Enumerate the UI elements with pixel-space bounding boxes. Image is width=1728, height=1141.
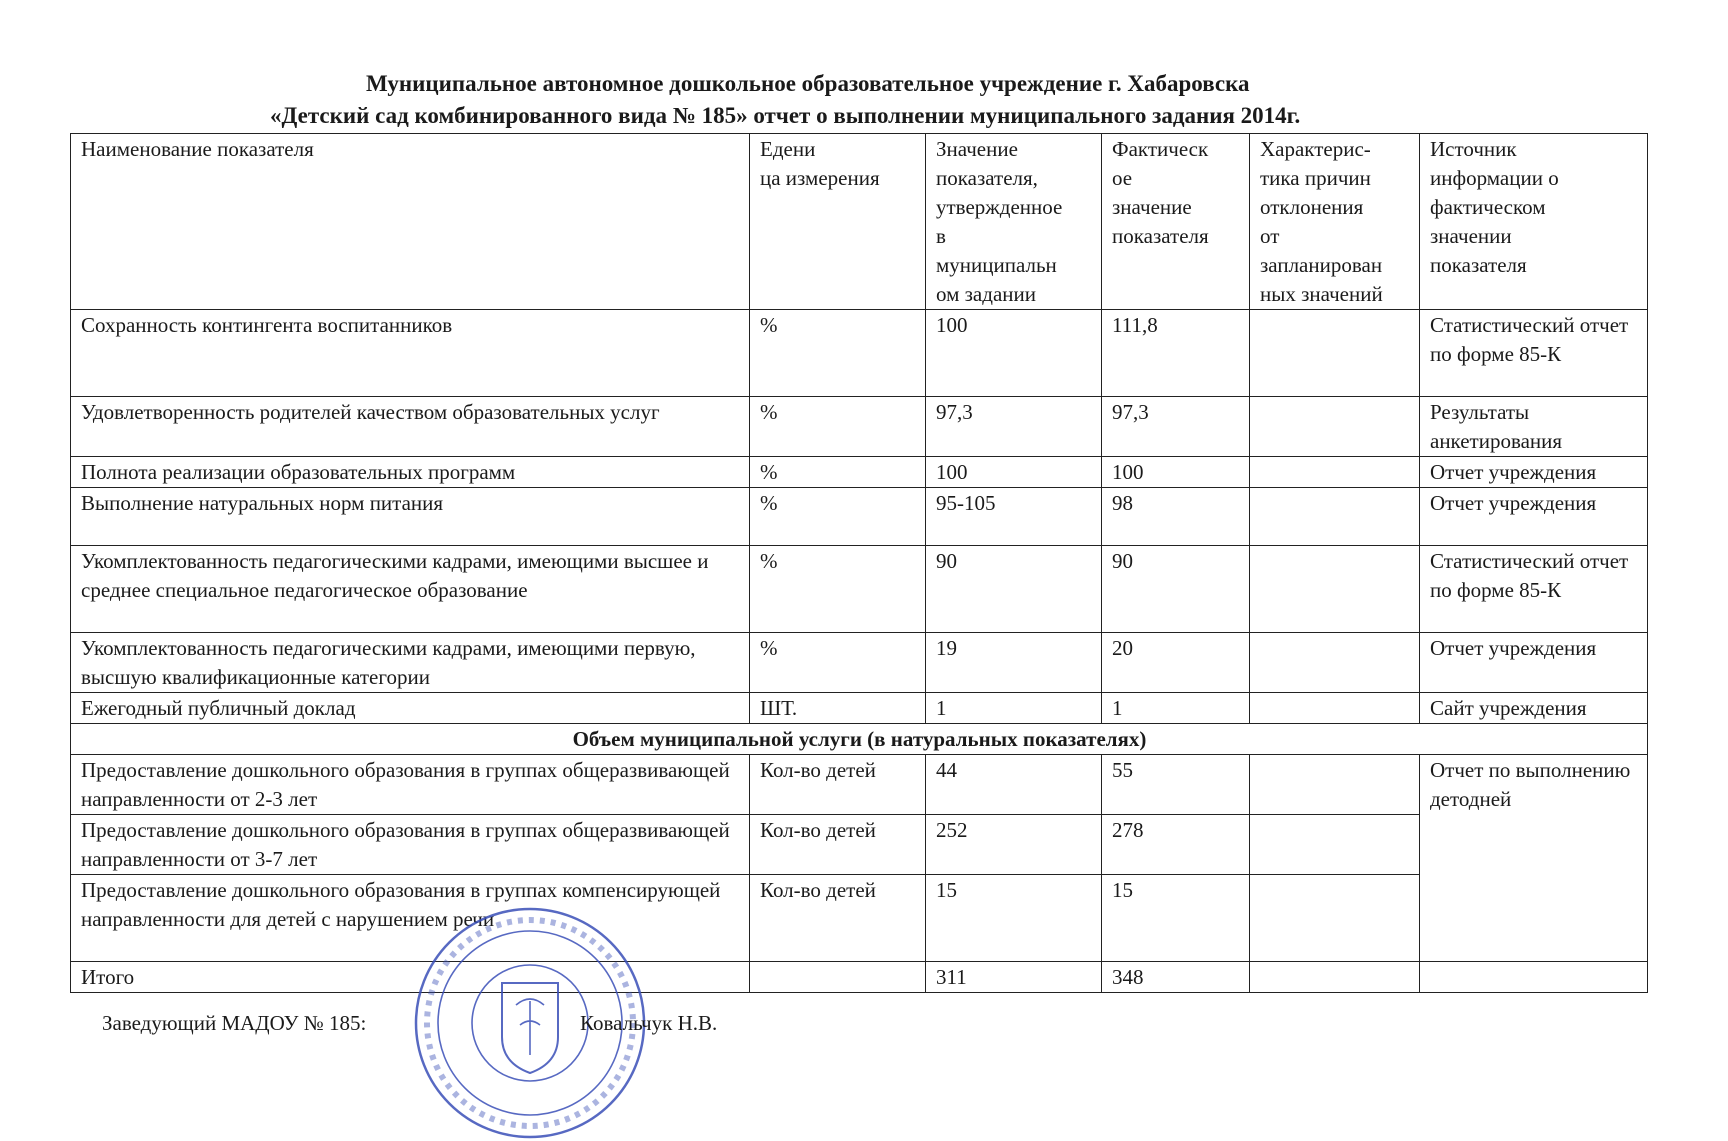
stamp-emblem-bird [516, 999, 544, 1055]
cell-actual-value: 278 [1102, 815, 1250, 875]
cell-indicator-name: Выполнение натуральных норм питания [71, 488, 750, 546]
column-header-text: Фактическ ое значение показателя [1112, 137, 1209, 248]
cell-actual-value: 100 [1102, 457, 1250, 488]
cell-indicator-name: Укомплектованность педагогическими кадрами, имеющими высшее и среднее специальное педагогическое образование [71, 546, 750, 633]
cell-planned-value: 19 [926, 633, 1102, 693]
cell-planned-total: 311 [926, 962, 1102, 993]
table-row [71, 488, 1648, 546]
cell-info-source: Статистический отчет по форме 85-К [1420, 310, 1648, 397]
cell-planned-value: 100 [926, 310, 1102, 397]
cell-indicator-name: Предоставление дошкольного образования в группах компенсирующей направленности для детей с нарушением речи [71, 875, 750, 962]
cell-deviation-reason [1250, 755, 1420, 815]
cell-planned-value: 44 [926, 755, 1102, 815]
cell-actual-value: 98 [1102, 488, 1250, 546]
cell-planned-value: 97,3 [926, 397, 1102, 457]
cell-deviation-reason [1250, 488, 1420, 546]
cell-unit: ШТ. [750, 693, 926, 724]
cell-unit: % [750, 457, 926, 488]
column-header-planned [926, 134, 1102, 310]
cell-actual-value: 90 [1102, 546, 1250, 633]
cell-total-label: Итого [71, 962, 750, 993]
cell-indicator-name: Предоставление дошкольного образования в группах общеразвивающей направленности от 3-7 лет [71, 815, 750, 875]
cell-unit: Кол-во детей [750, 875, 926, 962]
total-row [71, 962, 1648, 993]
title-line-2-text: «Детский сад комбинированного вида № 185» отчет о выполнении муниципального задания 2014г. [270, 103, 1301, 128]
cell-unit [750, 962, 926, 993]
cell-unit: % [750, 546, 926, 633]
title-line-1-text: Муниципальное автономное дошкольное образовательное учреждение г. Хабаровска [366, 71, 1250, 96]
cell-planned-value: 252 [926, 815, 1102, 875]
cell-actual-value: 15 [1102, 875, 1250, 962]
column-header-text: Характерис- тика причин отклонения от запланирован ных значений [1260, 137, 1383, 306]
cell-unit: Кол-во детей [750, 815, 926, 875]
cell-actual-value: 20 [1102, 633, 1250, 693]
table-row [71, 693, 1648, 724]
cell-actual-value: 111,8 [1102, 310, 1250, 397]
cell-indicator-name: Полнота реализации образовательных программ [71, 457, 750, 488]
cell-indicator-name: Сохранность контингента воспитанников [71, 310, 750, 397]
signature-name: Ковальчук Н.В. [580, 1011, 718, 1035]
cell-info-source: Результаты анкетирования [1420, 397, 1648, 457]
cell-planned-value: 90 [926, 546, 1102, 633]
cell-info-source: Отчет учреждения [1420, 633, 1648, 693]
signature-position: Заведующий МАДОУ № 185: [102, 1011, 367, 1035]
cell-info-source: Сайт учреждения [1420, 693, 1648, 724]
table-row [71, 310, 1648, 397]
cell-unit: % [750, 397, 926, 457]
table-header-row [71, 134, 1648, 310]
cell-unit: % [750, 488, 926, 546]
cell-planned-value: 95-105 [926, 488, 1102, 546]
cell-deviation-reason [1250, 815, 1420, 875]
cell-indicator-name: Укомплектованность педагогическими кадрами, имеющими первую, высшую квалификационные категории [71, 633, 750, 693]
cell-indicator-name: Удовлетворенность родителей качеством образовательных услуг [71, 397, 750, 457]
table-row [71, 755, 1648, 815]
cell-deviation-reason [1250, 962, 1420, 993]
column-header-text: Источник информации о фактическом значении показателя [1430, 137, 1559, 277]
cell-actual-value: 55 [1102, 755, 1250, 815]
column-header-source [1420, 134, 1648, 310]
stamp-emblem-shield [502, 983, 558, 1073]
cell-unit: % [750, 633, 926, 693]
cell-info-source: Отчет учреждения [1420, 488, 1648, 546]
cell-deviation-reason [1250, 310, 1420, 397]
cell-deviation-reason [1250, 875, 1420, 962]
cell-actual-value: 97,3 [1102, 397, 1250, 457]
column-header-indicator [71, 134, 750, 310]
table-row [71, 546, 1648, 633]
cell-deviation-reason [1250, 546, 1420, 633]
table-row [71, 633, 1648, 693]
column-header-text: Едени ца измерения [760, 137, 880, 190]
cell-deviation-reason [1250, 397, 1420, 457]
table-row [71, 457, 1648, 488]
cell-unit: % [750, 310, 926, 397]
column-header-actual [1102, 134, 1250, 310]
column-header-reason [1250, 134, 1420, 310]
cell-planned-value: 100 [926, 457, 1102, 488]
table-row [71, 397, 1648, 457]
cell-actual-value: 1 [1102, 693, 1250, 724]
table-row [71, 815, 1648, 875]
table-row [71, 875, 1648, 962]
section-row [71, 724, 1648, 755]
cell-indicator-name: Предоставление дошкольного образования в группах общеразвивающей направленности от 2-3 лет [71, 755, 750, 815]
cell-deviation-reason [1250, 633, 1420, 693]
report-table [70, 133, 1648, 993]
cell-unit: Кол-во детей [750, 755, 926, 815]
cell-info-source [1420, 962, 1648, 993]
cell-actual-total: 348 [1102, 962, 1250, 993]
cell-info-source: Отчет учреждения [1420, 457, 1648, 488]
cell-info-source: Статистический отчет по форме 85-К [1420, 546, 1648, 633]
cell-planned-value: 15 [926, 875, 1102, 962]
cell-info-source: Отчет по выполнению детодней [1420, 755, 1648, 962]
cell-indicator-name: Ежегодный публичный доклад [71, 693, 750, 724]
cell-deviation-reason [1250, 693, 1420, 724]
cell-planned-value: 1 [926, 693, 1102, 724]
section-title: Объем муниципальной услуги (в натуральных показателях) [71, 724, 1648, 755]
column-header-text: Значение показателя, утвержденное в муниципальн ом задании [936, 137, 1063, 306]
cell-deviation-reason [1250, 457, 1420, 488]
column-header-unit [750, 134, 926, 310]
column-header-text: Наименование показателя [81, 137, 314, 161]
